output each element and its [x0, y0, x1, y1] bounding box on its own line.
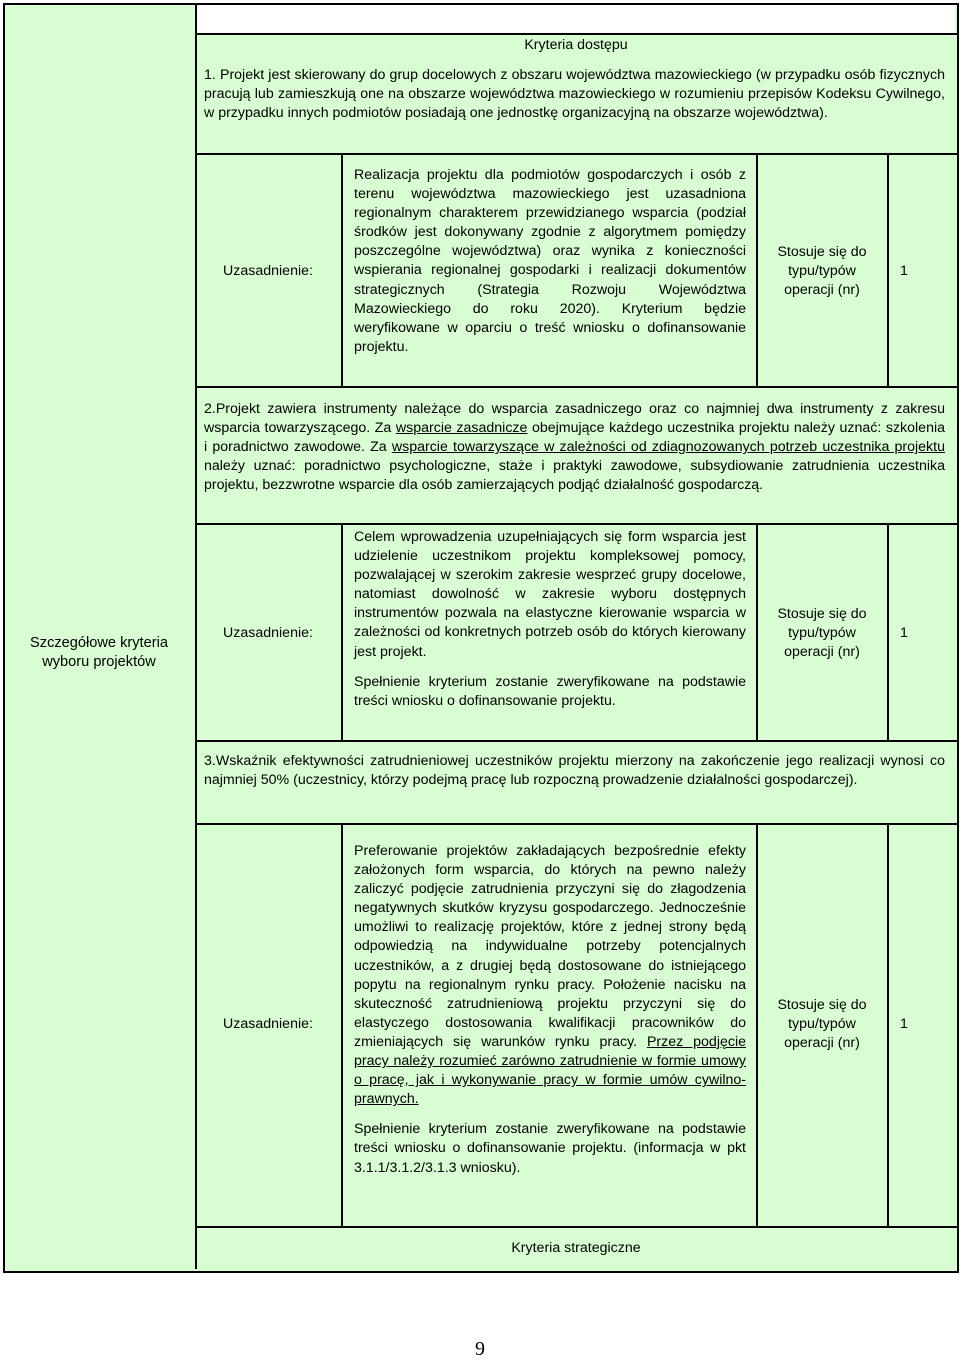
- page-number: 9: [475, 1338, 485, 1360]
- grid-line: [195, 153, 957, 155]
- footer-title: Kryteria strategiczne: [511, 1240, 641, 1256]
- grid-line: [756, 153, 758, 386]
- grid-line: [341, 523, 343, 740]
- criterion-2-justification: Celem wprowadzenia uzupełniających się form wsparcia jest udzielenie uczestnikom projektu kompleksowej pomocy, pozwalającej w szerokim zakresie wesprzeć grupy docelowe, natomiast dowolność w zakresie wyboru dostępnych instrumentów pozwala na elastyczne kierowanie wsparcia w zależności od konkretnych potrzeb osób do których kierowany jest projekt. Spełnienie kryterium zostanie zweryfikowane na podstawie treści wniosku o dofinansowanie projektu.: [354, 529, 746, 709]
- grid-line: [195, 33, 957, 35]
- criterion-2-label: Uzasadnienie:: [223, 625, 313, 641]
- grid-line: [195, 1226, 957, 1228]
- grid-line: [341, 823, 343, 1226]
- grid-line: [195, 740, 957, 742]
- criterion-2-number: 1: [900, 625, 908, 641]
- criterion-3-label: Uzasadnienie:: [223, 1016, 313, 1032]
- left-label: Szczegółowe kryteria wyboru projektów: [30, 635, 168, 671]
- grid-line: [341, 153, 343, 386]
- header-title: Kryteria dostępu: [524, 37, 628, 53]
- criterion-1-text: 1. Projekt jest skierowany do grup docelowych z obszaru województwa mazowieckiego (w przypadku osób fizycznych pracują lub zamieszkują one na obszarze województwa mazowieckiego w rozumieniu przepisów Kodeksu Cywilnego, w przypadku innych podmiotów posiadają one jednostkę organizacyjną na obszarze województwa).: [204, 67, 945, 122]
- grid-line: [756, 523, 758, 740]
- top-blank-cell: [197, 5, 955, 34]
- grid-line: [195, 386, 957, 388]
- grid-line: [756, 823, 758, 1226]
- grid-line: [195, 523, 957, 525]
- criterion-3-justification: Preferowanie projektów zakładających bezpośrednie efekty założonych form wsparcia, do których na pewno należy zaliczyć podjęcie zatrudnienia przyczyni się do złagodzenia negatywnych skutków kryzysu gospodarczego. Jednocześnie umożliwi to realizację projektów, które z jednej strony będą odpowiedzią na indywidualne potrzeby potencjalnych uczestników, a z drugiej będą dostosowane do istniejącego popytu na regionalnym rynku pracy. Położenie nacisku na skuteczność zatrudnieniową projektu przyczyni się do elastyczego dostosowania kwalifikacji pracowników do zmieniających się warunków rynku pracy. Przez podjęcie pracy należy rozumieć zarówno zatrudnienie w formie umowy o pracę, jak i wykonywanie pracy w formie umów cywilno-prawnych. Spełnienie kryterium zostanie zweryfikowane na podstawie treści wniosku o dofinansowanie projektu. (informacja w pkt 3.1.1/3.1.2/3.1.3 wniosku).: [354, 843, 746, 1176]
- criterion-1-applies: Stosuje się do typu/typów operacji (nr): [777, 244, 867, 299]
- grid-line: [195, 823, 957, 825]
- criterion-3-text: 3.Wskaźnik efektywności zatrudnieniowej uczestników projektu mierzony na zakończenie jego realizacji wynosi co najmniej 50% (uczestnicy, którzy podejmą pracę lub rozpoczną prowadzenie działalności gospodarczej).: [204, 753, 945, 789]
- criterion-2-applies: Stosuje się do typu/typów operacji (nr): [777, 606, 867, 661]
- criterion-2-text: 2.Projekt zawiera instrumenty należące do wsparcia zasadniczego oraz co najmniej dwa instrumenty z zakresu wsparcia towarzyszącego. Za wsparcie zasadnicze obejmujące każdego uczestnika projektu należy uznać: szkolenia i poradnictwo zawodowe. Za wsparcie towarzyszące w zależności od zdiagnozowanych potrzeb uczestnika projektu należy uznać: poradnictwo psychologiczne, staże i praktyki zawodowe, subsydiowanie zatrudnienia uczestnika projektu, bezzwrotne wsparcie dla osób zamierzających podjąć działalność gospodarczą.: [204, 401, 945, 494]
- criterion-3-number: 1: [900, 1016, 908, 1032]
- criterion-1-justification: Realizacja projektu dla podmiotów gospodarczych i osób z terenu województwa mazowieckiego jest uzasadniona regionalnym charakterem przewidzianego wsparcia (podział środków jest dokonywany zgodnie z algorytmem pomiędzy poszczególne województwa) oraz wynika z konieczności wspierania regionalnej gospodarki i realizacji dokumentów strategicznych (Strategia Rozwoju Województwa Mazowieckiego do roku 2020). Kryterium będzie weryfikowane w oparciu o treść wniosku o dofinansowanie projektu.: [354, 167, 746, 355]
- criterion-1-number: 1: [900, 263, 908, 279]
- criterion-1-label: Uzasadnienie:: [223, 263, 313, 279]
- criterion-3-applies: Stosuje się do typu/typów operacji (nr): [777, 997, 867, 1052]
